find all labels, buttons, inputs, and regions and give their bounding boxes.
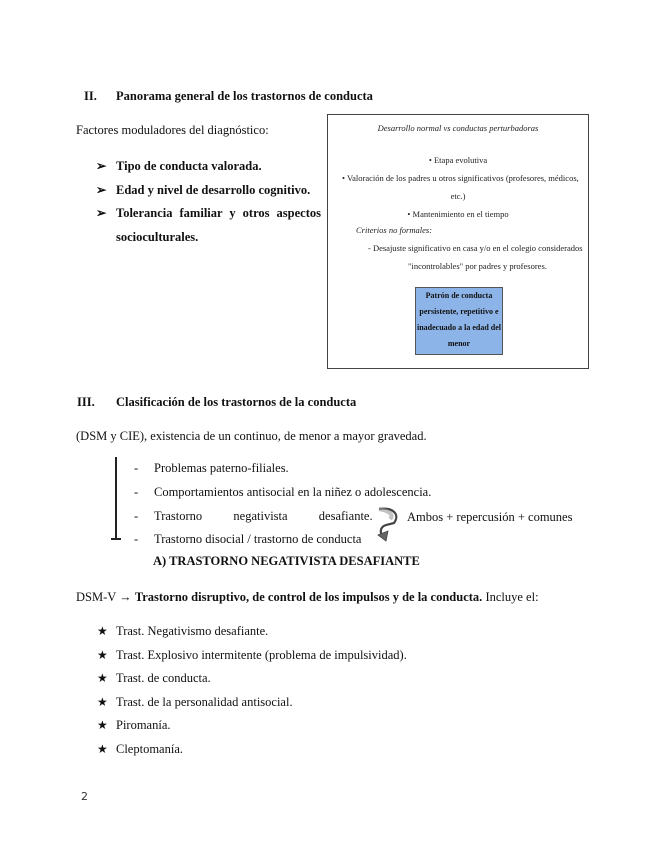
factors-intro: Factores moduladores del diagnóstico: <box>76 123 269 137</box>
arrow-bullet-icon: ➢ <box>96 206 107 220</box>
star-icon: ★ <box>97 694 108 709</box>
diagram-bullet: • Etapa evolutiva <box>428 155 488 165</box>
diagram-bullet: • Valoración de los padres u otros significativos (profesores, médicos, <box>342 173 579 183</box>
factors-list <box>96 155 321 249</box>
star-icon: ★ <box>97 741 108 756</box>
diagram-bullet: • Mantenimiento en el tiempo <box>407 209 509 219</box>
star-icon: ★ <box>97 671 108 685</box>
list-item: ★ Trast. de conducta. <box>97 667 407 691</box>
pattern-box: Patrón de conducta persistente, repetitivo e inadecuado a la edad del menor <box>415 287 503 355</box>
list-item: ★ Trast. de la personalidad antisocial. <box>97 691 407 715</box>
section-title: Clasificación de los trastornos de la conducta <box>116 395 357 409</box>
subheading: A) TRASTORNO NEGATIVISTA DESAFIANTE <box>153 554 420 568</box>
dsmv-line: DSM-V → Trastorno disruptivo, de control de los impulsos y de la conducta. Incluye el: <box>76 590 539 604</box>
section-number: II. <box>84 89 97 103</box>
curved-arrow-icon <box>376 505 402 549</box>
continuum-item: - Problemas paterno-filiales. <box>134 461 289 475</box>
includes-list <box>97 620 407 761</box>
diagram-title: Desarrollo normal vs conductas perturbadoras <box>377 123 539 133</box>
criteria-line: - Desajuste significativo en casa y/o en el colegio considerados <box>368 243 583 253</box>
section-number: III. <box>77 395 95 409</box>
arrow-bullet-icon: ➢ <box>96 182 107 197</box>
list-item: ★ Trast. Negativismo desafiante. <box>97 620 407 644</box>
star-icon: ★ <box>97 718 108 732</box>
list-item: ★ Piromanía. <box>97 714 407 738</box>
list-item: ★ Cleptomanía. <box>97 738 407 762</box>
list-item: ★ Trast. Explosivo intermitente (problema de impulsividad). <box>97 644 407 668</box>
side-note: Ambos + repercusión + comunes <box>407 510 573 524</box>
list-item: ➢ Tipo de conducta valorada. <box>96 155 321 179</box>
section-2-heading <box>84 89 373 104</box>
section-title: Panorama general de los trastornos de conducta <box>116 89 373 103</box>
list-item: ➢ Tolerancia familiar y otros aspectos socioculturales. <box>96 202 321 249</box>
continuum-item: - Trastorno disocial / trastorno de conducta <box>134 532 362 546</box>
diagram-box <box>327 114 589 369</box>
criteria-label: Criterios no formales: <box>356 225 433 235</box>
continuum-item: - Trastorno negativista desafiante. <box>134 509 373 523</box>
star-icon: ★ <box>97 624 108 638</box>
list-item: ➢ Edad y nivel de desarrollo cognitivo. <box>96 179 321 203</box>
arrow-bullet-icon: ➢ <box>96 159 107 173</box>
dsm-intro: (DSM y CIE), existencia de un continuo, de menor a mayor gravedad. <box>76 429 427 443</box>
severity-arrow-line <box>115 457 117 539</box>
diagram-bullet-cont: etc.) <box>450 191 466 201</box>
severity-arrow-tip <box>111 538 121 540</box>
continuum-item: - Comportamientos antisocial en la niñez o adolescencia. <box>134 485 432 499</box>
section-3-heading <box>77 395 356 410</box>
star-icon: ★ <box>97 647 108 662</box>
page-number: 2 <box>81 790 88 803</box>
criteria-line: "incontrolables" por padres y profesores. <box>408 261 547 271</box>
